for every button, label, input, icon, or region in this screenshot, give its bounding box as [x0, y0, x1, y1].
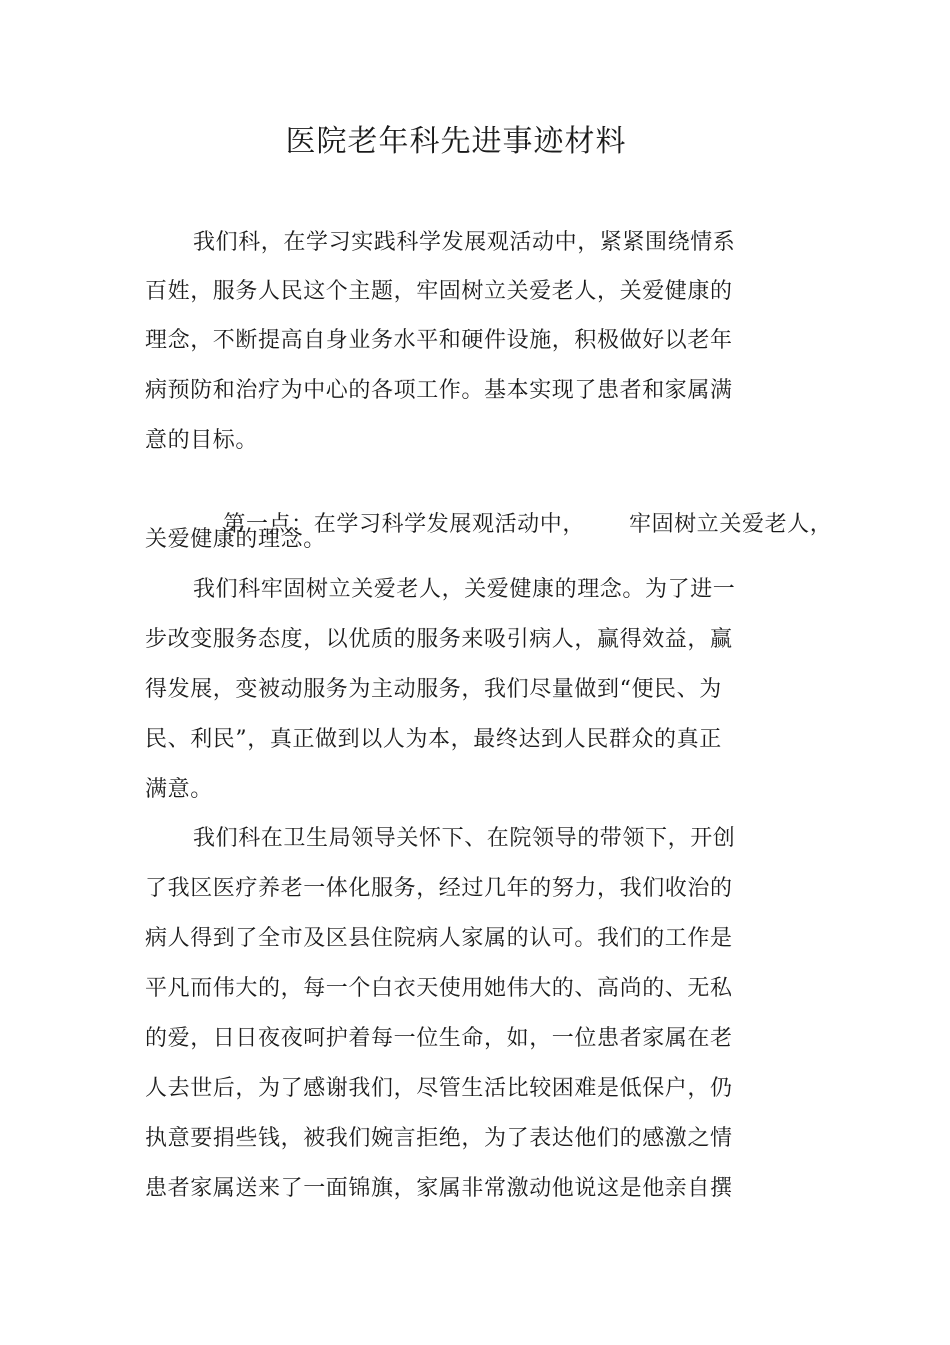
- paragraph-line: 得发展，变被动服务为主动服务，我们尽量做到“便民、为: [145, 677, 722, 702]
- paragraph-line: 了我区医疗养老一体化服务，经过几年的努力，我们收治的: [145, 876, 733, 901]
- section-heading-line: [193, 474, 833, 537]
- paragraph-line: 的爱，日日夜夜呵护着每一位生命，如，一位患者家属在老: [145, 1026, 733, 1051]
- paragraph-line: 患者家属送来了一面锦旗，家属非常激动他说这是他亲自撰: [145, 1176, 733, 1201]
- paragraph-line: 人去世后，为了感谢我们，尽管生活比较困难是低保户，仍: [145, 1076, 733, 1101]
- paragraph-line: 我们科牢固树立关爱老人，关爱健康的理念。为了进一: [193, 577, 736, 602]
- paragraph-line: 病人得到了全市及区县住院病人家属的认可。我们的工作是: [145, 926, 733, 951]
- paragraph-line: 平凡而伟大的，每一个白衣天使用她伟大的、高尚的、无私: [145, 976, 733, 1001]
- paragraph-line: 理念，不断提高自身业务水平和硬件设施，积极做好以老年: [145, 328, 733, 353]
- paragraph-line: 百姓，服务人民这个主题，牢固树立关爱老人，关爱健康的: [145, 279, 733, 304]
- section-heading-part-two: 牢固树立关爱老人，: [628, 512, 833, 537]
- paragraph-line: 我们科在卫生局领导关怀下、在院领导的带领下，开创: [193, 826, 736, 851]
- paragraph-line: 步改变服务态度，以优质的服务来吸引病人，赢得效益，赢: [145, 627, 733, 652]
- paragraph-line: 我们科，在学习实践科学发展观活动中，紧紧围绕情系: [193, 230, 736, 255]
- paragraph-line: 民、利民”，真正做到以人为本，最终达到人民群众的真正: [145, 727, 722, 752]
- document-title: 医院老年科先进事迹材料: [285, 124, 627, 159]
- paragraph-line: 意的目标。: [145, 428, 259, 453]
- paragraph-line: 病预防和治疗为中心的各项工作。基本实现了患者和家属满: [145, 378, 733, 403]
- section-heading-part-one: 第一点：在学习科学发展观活动中，: [223, 512, 585, 537]
- paragraph-line: 关爱健康的理念。: [145, 527, 326, 552]
- paragraph-line: 执意要捐些钱，被我们婉言拒绝，为了表达他们的感激之情: [145, 1126, 733, 1151]
- paragraph-line: 满意。: [145, 777, 213, 802]
